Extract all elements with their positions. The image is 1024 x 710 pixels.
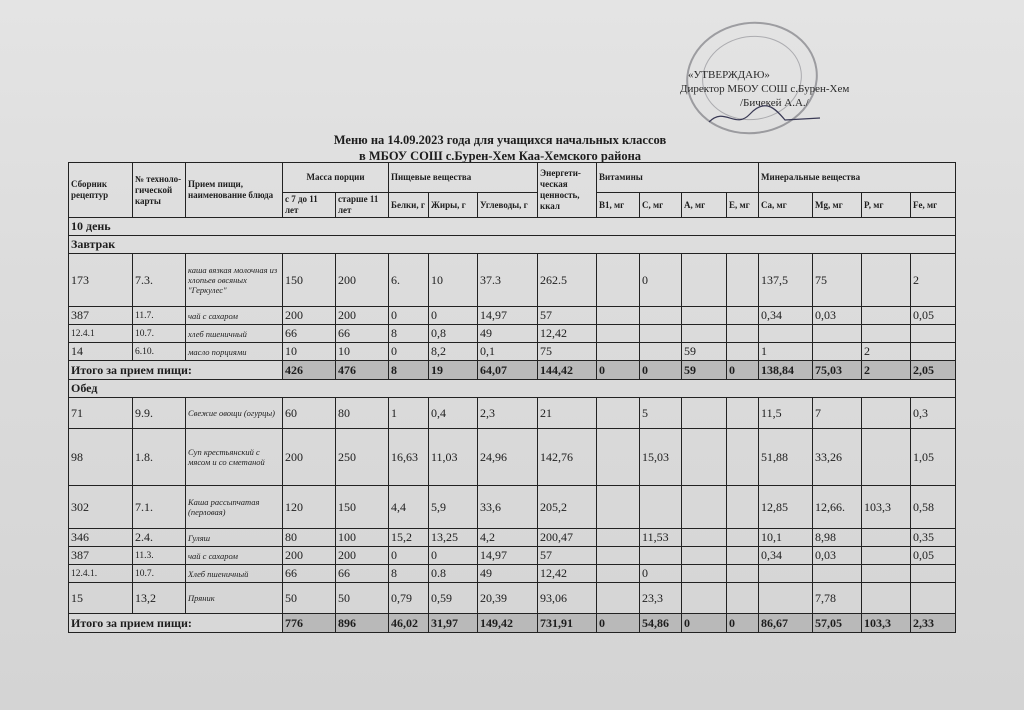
table-cell: [682, 398, 727, 429]
table-cell: 6.10.: [133, 343, 186, 361]
table-cell: 142,76: [538, 429, 597, 486]
table-cell: 387: [69, 547, 133, 565]
table-cell: 0,35: [911, 529, 956, 547]
table-cell: 59: [682, 343, 727, 361]
table-cell: [727, 398, 759, 429]
breakfast-section-label: Завтрак: [69, 236, 956, 254]
table-cell: 51,88: [759, 429, 813, 486]
header-row-1: [69, 163, 956, 193]
table-cell: 0,58: [911, 486, 956, 529]
table-cell: [727, 565, 759, 583]
table-cell: 250: [336, 429, 389, 486]
table-cell: [862, 565, 911, 583]
table-cell: 13,25: [429, 529, 478, 547]
table-cell: 66: [336, 325, 389, 343]
table-cell: 200: [283, 547, 336, 565]
table-cell: [640, 307, 682, 325]
total-cell: 64,07: [478, 361, 538, 380]
table-cell: 1.8.: [133, 429, 186, 486]
total-cell: 86,67: [759, 614, 813, 633]
table-cell: [682, 547, 727, 565]
table-cell: 14,97: [478, 547, 538, 565]
table-cell: [727, 486, 759, 529]
total-cell: 149,42: [478, 614, 538, 633]
title-line-1: Меню на 14.09.2023 года для учащихся начальных классов: [333, 133, 667, 147]
table-cell: 120: [283, 486, 336, 529]
table-cell: 200: [336, 307, 389, 325]
table-cell: 80: [283, 529, 336, 547]
table-cell: 75: [538, 343, 597, 361]
table-cell: 302: [69, 486, 133, 529]
table-row: [69, 583, 956, 614]
table-cell: [862, 254, 911, 307]
header-meal: Прием пищи, наименование блюда: [186, 163, 283, 218]
table-cell: [759, 325, 813, 343]
lunch-total-row: [69, 614, 956, 633]
table-cell: 33,6: [478, 486, 538, 529]
table-cell: 137,5: [759, 254, 813, 307]
table-cell: [640, 547, 682, 565]
header-fe: Fe, мг: [911, 193, 956, 218]
total-cell: 59: [682, 361, 727, 380]
signature-image: [705, 100, 825, 130]
table-cell: [597, 398, 640, 429]
total-label: Итого за прием пищи:: [69, 614, 283, 633]
table-row: [69, 307, 956, 325]
table-cell: 12,42: [538, 565, 597, 583]
table-cell: 150: [283, 254, 336, 307]
total-cell: 144,42: [538, 361, 597, 380]
table-cell: [597, 254, 640, 307]
total-cell: 2: [862, 361, 911, 380]
table-cell: чай с сахаром: [186, 547, 283, 565]
table-cell: [682, 565, 727, 583]
table-cell: 0,05: [911, 307, 956, 325]
table-cell: [597, 307, 640, 325]
total-cell: 138,84: [759, 361, 813, 380]
table-cell: 0,3: [911, 398, 956, 429]
total-cell: 103,3: [862, 614, 911, 633]
table-cell: 0,79: [389, 583, 429, 614]
breakfast-section: [69, 236, 956, 254]
total-cell: 896: [336, 614, 389, 633]
day-row: [69, 218, 956, 236]
table-cell: 9.9.: [133, 398, 186, 429]
table-cell: [640, 343, 682, 361]
total-cell: 426: [283, 361, 336, 380]
table-cell: [727, 325, 759, 343]
table-cell: 262.5: [538, 254, 597, 307]
table-cell: [727, 583, 759, 614]
table-cell: [597, 529, 640, 547]
table-cell: 0,34: [759, 547, 813, 565]
header-p: P, мг: [862, 193, 911, 218]
header-e: E, мг: [727, 193, 759, 218]
table-cell: 15: [69, 583, 133, 614]
table-cell: 66: [283, 565, 336, 583]
table-cell: 98: [69, 429, 133, 486]
table-cell: 10: [336, 343, 389, 361]
table-cell: [682, 325, 727, 343]
table-cell: Суп крестьянский с мясом и со сметаной: [186, 429, 283, 486]
table-cell: 14,97: [478, 307, 538, 325]
total-cell: 0: [727, 614, 759, 633]
table-cell: 173: [69, 254, 133, 307]
table-cell: 12.4.1.: [69, 565, 133, 583]
header-fat: Жиры, г: [429, 193, 478, 218]
table-cell: 0,1: [478, 343, 538, 361]
table-cell: 15,03: [640, 429, 682, 486]
table-cell: 50: [336, 583, 389, 614]
header-protein: Белки, г: [389, 193, 429, 218]
table-cell: 11,03: [429, 429, 478, 486]
table-cell: [682, 429, 727, 486]
header-carbs: Углеводы, г: [478, 193, 538, 218]
table-cell: [759, 583, 813, 614]
table-row: [69, 429, 956, 486]
table-cell: 80: [336, 398, 389, 429]
table-cell: 75: [813, 254, 862, 307]
table-cell: 11,5: [759, 398, 813, 429]
table-cell: 12,66.: [813, 486, 862, 529]
table-cell: 5,9: [429, 486, 478, 529]
table-cell: 103,3: [862, 486, 911, 529]
table-cell: 8: [389, 325, 429, 343]
table-cell: 49: [478, 565, 538, 583]
table-cell: 1: [389, 398, 429, 429]
table-row: [69, 343, 956, 361]
table-cell: 0: [640, 254, 682, 307]
table-cell: 66: [336, 565, 389, 583]
table-cell: 11.3.: [133, 547, 186, 565]
table-cell: 7.1.: [133, 486, 186, 529]
table-cell: каша вязкая молочная из хлопьев овсяных "Геркулес": [186, 254, 283, 307]
table-cell: [597, 343, 640, 361]
table-cell: Хлеб пшеничный: [186, 565, 283, 583]
table-cell: [682, 583, 727, 614]
table-cell: 14: [69, 343, 133, 361]
total-cell: 476: [336, 361, 389, 380]
table-cell: Пряник: [186, 583, 283, 614]
total-cell: 0: [727, 361, 759, 380]
total-cell: 8: [389, 361, 429, 380]
table-cell: масло порциями: [186, 343, 283, 361]
table-cell: 66: [283, 325, 336, 343]
table-cell: [727, 529, 759, 547]
table-cell: [862, 307, 911, 325]
table-cell: [597, 583, 640, 614]
table-cell: 4,4: [389, 486, 429, 529]
table-cell: [911, 565, 956, 583]
table-cell: 10.7.: [133, 325, 186, 343]
total-cell: 54,86: [640, 614, 682, 633]
table-cell: [911, 325, 956, 343]
table-cell: [862, 547, 911, 565]
table-cell: 10.7.: [133, 565, 186, 583]
table-cell: [640, 325, 682, 343]
total-cell: 0: [597, 614, 640, 633]
table-cell: 2,3: [478, 398, 538, 429]
total-cell: 776: [283, 614, 336, 633]
header-mass: Масса порции: [283, 163, 389, 193]
table-cell: 4,2: [478, 529, 538, 547]
table-cell: Каша рассыпчатая (перловая): [186, 486, 283, 529]
title-line-2: в МБОУ СОШ с.Бурен-Хем Каа-Хемского района: [358, 149, 642, 163]
table-cell: 2: [862, 343, 911, 361]
table-cell: 8,2: [429, 343, 478, 361]
table-cell: 10: [429, 254, 478, 307]
table-cell: 21: [538, 398, 597, 429]
table-cell: [682, 254, 727, 307]
table-cell: 200: [336, 547, 389, 565]
table-cell: [597, 325, 640, 343]
total-cell: 2,33: [911, 614, 956, 633]
table-cell: 205,2: [538, 486, 597, 529]
total-label: Итого за прием пищи:: [69, 361, 283, 380]
table-cell: 10: [283, 343, 336, 361]
table-cell: [813, 343, 862, 361]
table-cell: 1,05: [911, 429, 956, 486]
menu-table: [68, 162, 956, 633]
table-cell: 16,63: [389, 429, 429, 486]
table-cell: чай с сахаром: [186, 307, 283, 325]
table-row: [69, 547, 956, 565]
table-cell: 7,78: [813, 583, 862, 614]
table-cell: 93,06: [538, 583, 597, 614]
table-cell: 387: [69, 307, 133, 325]
total-cell: 46,02: [389, 614, 429, 633]
approval-name: /Бичекей А.А./: [740, 97, 809, 109]
table-cell: 0: [389, 343, 429, 361]
total-cell: 57,05: [813, 614, 862, 633]
table-cell: 7: [813, 398, 862, 429]
table-row: [69, 398, 956, 429]
table-cell: [727, 429, 759, 486]
header-mass-b: старше 11 лет: [336, 193, 389, 218]
table-cell: 0,03: [813, 307, 862, 325]
table-cell: 0: [389, 547, 429, 565]
table-cell: 0: [640, 565, 682, 583]
header-a: A, мг: [682, 193, 727, 218]
table-cell: [727, 547, 759, 565]
table-cell: 60: [283, 398, 336, 429]
table-cell: Гуляш: [186, 529, 283, 547]
table-cell: [911, 343, 956, 361]
table-cell: 100: [336, 529, 389, 547]
table-row: [69, 325, 956, 343]
table-cell: 57: [538, 547, 597, 565]
table-cell: 8,98: [813, 529, 862, 547]
lunch-section: [69, 380, 956, 398]
table-cell: 15,2: [389, 529, 429, 547]
table-cell: 0,03: [813, 547, 862, 565]
table-cell: 12.4.1: [69, 325, 133, 343]
day-row-label: 10 день: [69, 218, 956, 236]
table-cell: [862, 583, 911, 614]
header-nutrients: Пищевые вещества: [389, 163, 538, 193]
table-cell: [597, 429, 640, 486]
table-cell: 1: [759, 343, 813, 361]
table-cell: 37.3: [478, 254, 538, 307]
table-cell: [727, 343, 759, 361]
page-title: [270, 132, 730, 164]
table-cell: [597, 565, 640, 583]
table-cell: 0,05: [911, 547, 956, 565]
table-cell: 8: [389, 565, 429, 583]
table-cell: 12,42: [538, 325, 597, 343]
table-cell: [682, 486, 727, 529]
table-cell: [862, 429, 911, 486]
table-cell: 13,2: [133, 583, 186, 614]
table-cell: [759, 565, 813, 583]
table-cell: 7.3.: [133, 254, 186, 307]
table-cell: [813, 565, 862, 583]
table-cell: 10,1: [759, 529, 813, 547]
table-cell: хлеб пшеничный: [186, 325, 283, 343]
table-cell: 0: [429, 307, 478, 325]
header-mass-a: с 7 до 11 лет: [283, 193, 336, 218]
header-tech: № техноло-гической карты: [133, 163, 186, 218]
total-cell: 19: [429, 361, 478, 380]
total-cell: 31,97: [429, 614, 478, 633]
table-cell: [597, 486, 640, 529]
header-c: C, мг: [640, 193, 682, 218]
total-cell: 0: [597, 361, 640, 380]
table-cell: 200: [336, 254, 389, 307]
table-cell: 23,3: [640, 583, 682, 614]
total-cell: 0: [682, 614, 727, 633]
table-cell: 2.4.: [133, 529, 186, 547]
table-cell: 24,96: [478, 429, 538, 486]
table-cell: [682, 307, 727, 325]
header-vitamins: Витамины: [597, 163, 759, 193]
table-cell: 33,26: [813, 429, 862, 486]
table-row: [69, 254, 956, 307]
table-cell: [862, 529, 911, 547]
table-cell: 11.7.: [133, 307, 186, 325]
table-cell: [727, 307, 759, 325]
total-cell: 0: [640, 361, 682, 380]
table-cell: 0.8: [429, 565, 478, 583]
table-cell: 57: [538, 307, 597, 325]
table-row: [69, 529, 956, 547]
header-b1: B1, мг: [597, 193, 640, 218]
table-cell: [727, 254, 759, 307]
table-cell: 11,53: [640, 529, 682, 547]
table-cell: 20,39: [478, 583, 538, 614]
table-cell: 346: [69, 529, 133, 547]
table-cell: 12,85: [759, 486, 813, 529]
table-cell: 2: [911, 254, 956, 307]
table-cell: Свежие овощи (огурцы): [186, 398, 283, 429]
table-cell: [911, 583, 956, 614]
lunch-section-label: Обед: [69, 380, 956, 398]
breakfast-total-row: [69, 361, 956, 380]
approval-stamp: «УТВЕРЖДАЮ»: [688, 69, 770, 81]
table-cell: 0: [389, 307, 429, 325]
total-cell: 75,03: [813, 361, 862, 380]
table-cell: 6.: [389, 254, 429, 307]
table-cell: 71: [69, 398, 133, 429]
table-cell: 200: [283, 429, 336, 486]
table-cell: 200: [283, 307, 336, 325]
header-ca: Ca, мг: [759, 193, 813, 218]
header-mg: Mg, мг: [813, 193, 862, 218]
table-cell: 150: [336, 486, 389, 529]
table-cell: [682, 529, 727, 547]
total-cell: 2,05: [911, 361, 956, 380]
table-cell: 0,59: [429, 583, 478, 614]
table-cell: [862, 325, 911, 343]
header-energy: Энергети-ческая ценность, ккал: [538, 163, 597, 218]
table-row: [69, 565, 956, 583]
table-cell: 5: [640, 398, 682, 429]
table-cell: 0,4: [429, 398, 478, 429]
table-cell: [640, 486, 682, 529]
table-cell: 0,34: [759, 307, 813, 325]
table-cell: 49: [478, 325, 538, 343]
table-cell: 0: [429, 547, 478, 565]
table-cell: 50: [283, 583, 336, 614]
header-recipe: Сборник рецептур: [69, 163, 133, 218]
table-cell: 200,47: [538, 529, 597, 547]
total-cell: 731,91: [538, 614, 597, 633]
table-cell: [862, 398, 911, 429]
table-cell: 0,8: [429, 325, 478, 343]
table-cell: [597, 547, 640, 565]
approval-position: Директор МБОУ СОШ с.Бурен-Хем: [680, 83, 850, 95]
table-cell: [813, 325, 862, 343]
header-minerals: Минеральные вещества: [759, 163, 956, 193]
table-row: [69, 486, 956, 529]
